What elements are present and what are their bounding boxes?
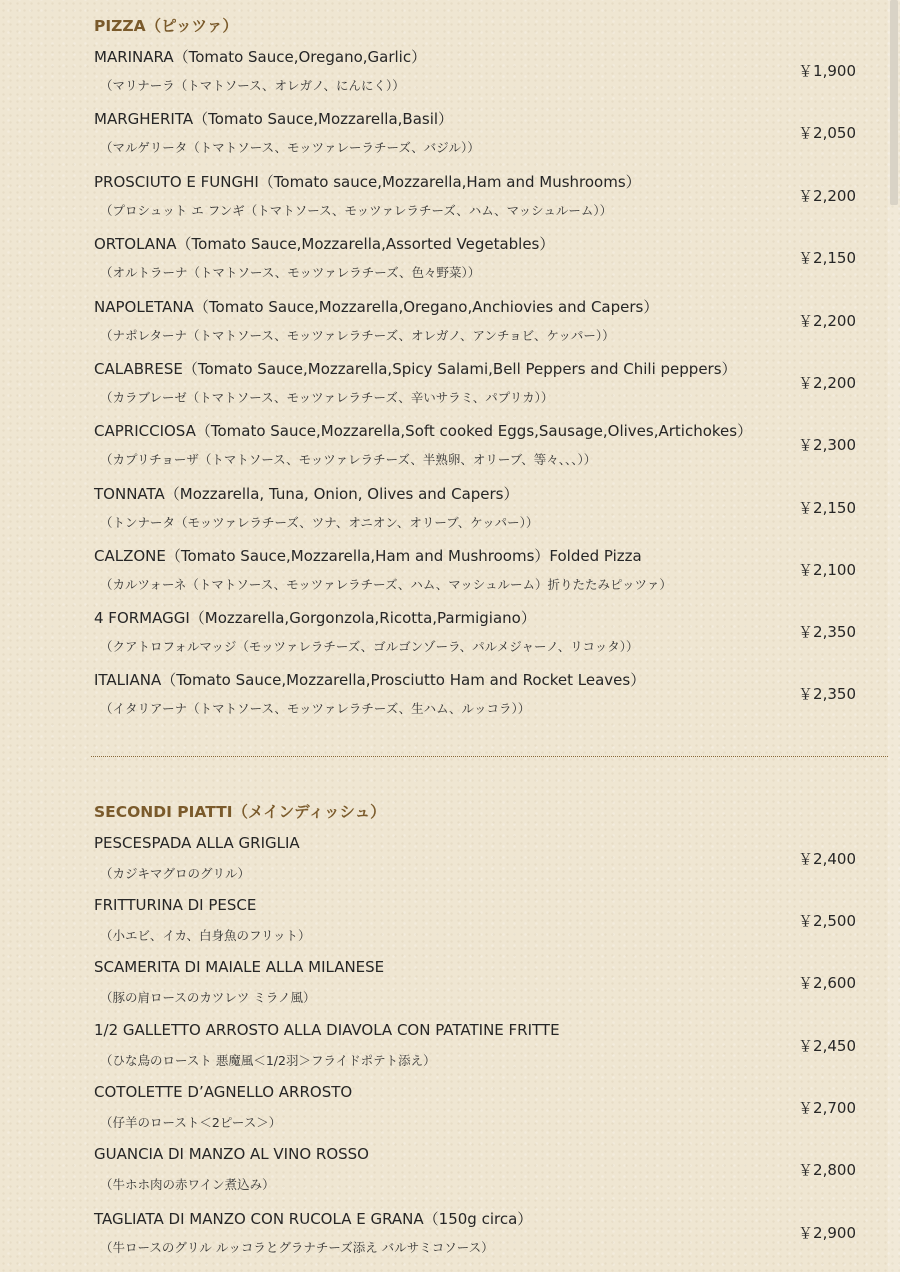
item-price: ￥2,200 — [798, 187, 856, 205]
item-name: TONNATA（Mozzarella, Tuna, Onion, Olives and Capers） — [94, 485, 519, 503]
item-price: ￥2,350 — [798, 685, 856, 703]
item-name: CALABRESE（Tomato Sauce,Mozzarella,Spicy Salami,Bell Peppers and Chili peppers） — [94, 360, 737, 378]
item-name: NAPOLETANA（Tomato Sauce,Mozzarella,Oregano,Anchiovies and Capers） — [94, 298, 659, 316]
item-description-jp: （カジキマグロのグリル） — [100, 866, 251, 881]
item-price: ￥2,100 — [798, 561, 856, 579]
item-price: ￥2,050 — [798, 124, 856, 142]
item-description-jp: （小エビ、イカ、白身魚のフリット） — [100, 928, 311, 943]
item-name: 1/2 GALLETTO ARROSTO ALLA DIAVOLA CON PATATINE FRITTE — [94, 1021, 560, 1039]
menu-item — [0, 483, 886, 545]
item-name: CALZONE（Tomato Sauce,Mozzarella,Ham and Mushrooms）Folded Pizza — [94, 547, 642, 565]
item-name: ITALIANA（Tomato Sauce,Mozzarella,Prosciutto Ham and Rocket Leaves） — [94, 671, 646, 689]
item-name: PESCESPADA ALLA GRIGLIA — [94, 834, 300, 852]
item-price: ￥2,350 — [798, 623, 856, 641]
item-name: FRITTURINA DI PESCE — [94, 896, 257, 914]
item-name: ORTOLANA（Tomato Sauce,Mozzarella,Assorted Vegetables） — [94, 235, 555, 253]
item-name: SCAMERITA DI MAIALE ALLA MILANESE — [94, 958, 385, 976]
item-description-jp: （仔羊のロースト＜2ピース＞） — [100, 1115, 282, 1130]
item-description-jp: （ナポレターナ（トマトソース、モッツァレラチーズ、オレガノ、アンチョビ、ケッパー）） — [100, 328, 615, 343]
item-price: ￥2,150 — [798, 249, 856, 267]
item-description-jp: （クアトロフォルマッジ（モッツァレラチーズ、ゴルゴンゾーラ、パルメジャーノ、リコッタ）） — [100, 639, 639, 654]
item-price: ￥2,200 — [798, 312, 856, 330]
item-description-jp: （オルトラーナ（トマトソース、モッツァレラチーズ、色々野菜）） — [100, 265, 481, 280]
item-name: CAPRICCIOSA（Tomato Sauce,Mozzarella,Soft cooked Eggs,Sausage,Olives,Artichokes） — [94, 422, 753, 440]
item-price: ￥2,800 — [798, 1161, 856, 1179]
item-price: ￥2,150 — [798, 499, 856, 517]
item-name: MARGHERITA（Tomato Sauce,Mozzarella,Basil） — [94, 110, 454, 128]
item-price: ￥1,900 — [798, 62, 856, 80]
menu-item — [0, 545, 886, 607]
item-description-jp: （牛ホホ肉の赤ワイン煮込み） — [100, 1177, 275, 1192]
menu-item — [0, 607, 886, 669]
item-name: TAGLIATA DI MANZO CON RUCOLA E GRANA（150g circa） — [94, 1210, 533, 1228]
section-title: SECONDI PIATTI（メインディッシュ） — [94, 803, 386, 821]
item-name: PROSCIUTO E FUNGHI（Tomato sauce,Mozzarella,Ham and Mushrooms） — [94, 173, 641, 191]
item-price: ￥2,700 — [798, 1099, 856, 1117]
item-description-jp: （ひな鳥のロースト 悪魔風＜1/2羽＞フライドポテト添え） — [100, 1053, 436, 1068]
item-name: 4 FORMAGGI（Mozzarella,Gorgonzola,Ricotta,Parmigiano） — [94, 609, 536, 627]
menu-item — [0, 46, 886, 108]
menu-item — [0, 958, 886, 1020]
item-price: ￥2,450 — [798, 1037, 856, 1055]
scrollbar[interactable] — [888, 0, 900, 1272]
menu-item — [0, 896, 886, 958]
item-description-jp: （豚の肩ロースのカツレツ ミラノ風） — [100, 990, 316, 1005]
item-price: ￥2,600 — [798, 974, 856, 992]
menu-item — [0, 1083, 886, 1145]
item-price: ￥2,200 — [798, 374, 856, 392]
item-description-jp: （プロシュット エ フンギ（トマトソース、モッツァレラチーズ、ハム、マッシュルーム）） — [100, 203, 613, 218]
menu-item — [0, 1021, 886, 1083]
menu-item — [0, 1208, 886, 1270]
menu-item — [0, 233, 886, 295]
section-divider — [91, 756, 888, 757]
item-description-jp: （トンナータ（モッツァレラチーズ、ツナ、オニオン、オリーブ、ケッパー）） — [100, 515, 539, 530]
menu-item — [0, 669, 886, 731]
item-name: GUANCIA DI MANZO AL VINO ROSSO — [94, 1145, 369, 1163]
item-description-jp: （牛ロースのグリル ルッコラとグラナチーズ添え バルサミコソース） — [100, 1240, 494, 1255]
item-price: ￥2,500 — [798, 912, 856, 930]
item-description-jp: （カラブレーゼ（トマトソース、モッツァレラチーズ、辛いサラミ、パプリカ）） — [100, 390, 554, 405]
menu-item — [0, 420, 886, 482]
item-description-jp: （マルゲリータ（トマトソース、モッツァレーラチーズ、バジル）） — [100, 140, 480, 155]
item-price: ￥2,300 — [798, 436, 856, 454]
item-price: ￥2,400 — [798, 850, 856, 868]
item-name: COTOLETTE D’AGNELLO ARROSTO — [94, 1083, 353, 1101]
item-description-jp: （マリナーラ（トマトソース、オレガノ、にんにく）） — [100, 78, 405, 93]
item-description-jp: （イタリアーナ（トマトソース、モッツァレラチーズ、生ハム、ルッコラ）） — [100, 701, 531, 716]
menu-item — [0, 108, 886, 170]
item-description-jp: （カプリチョーザ（トマトソース、モッツァレラチーズ、半熟卵、オリーブ、等々、、、）） — [100, 452, 597, 467]
item-price: ￥2,900 — [798, 1224, 856, 1242]
section-title: PIZZA（ピッツァ） — [94, 17, 238, 35]
menu-item — [0, 834, 886, 896]
item-name: MARINARA（Tomato Sauce,Oregano,Garlic） — [94, 48, 427, 66]
scrollbar-thumb[interactable] — [890, 0, 898, 205]
menu-item — [0, 1145, 886, 1207]
menu-item — [0, 296, 886, 358]
item-description-jp: （カルツォーネ（トマトソース、モッツァレラチーズ、ハム、マッシュルーム）折りたたみピッツァ） — [100, 577, 672, 592]
menu-item — [0, 171, 886, 233]
menu-item — [0, 358, 886, 420]
